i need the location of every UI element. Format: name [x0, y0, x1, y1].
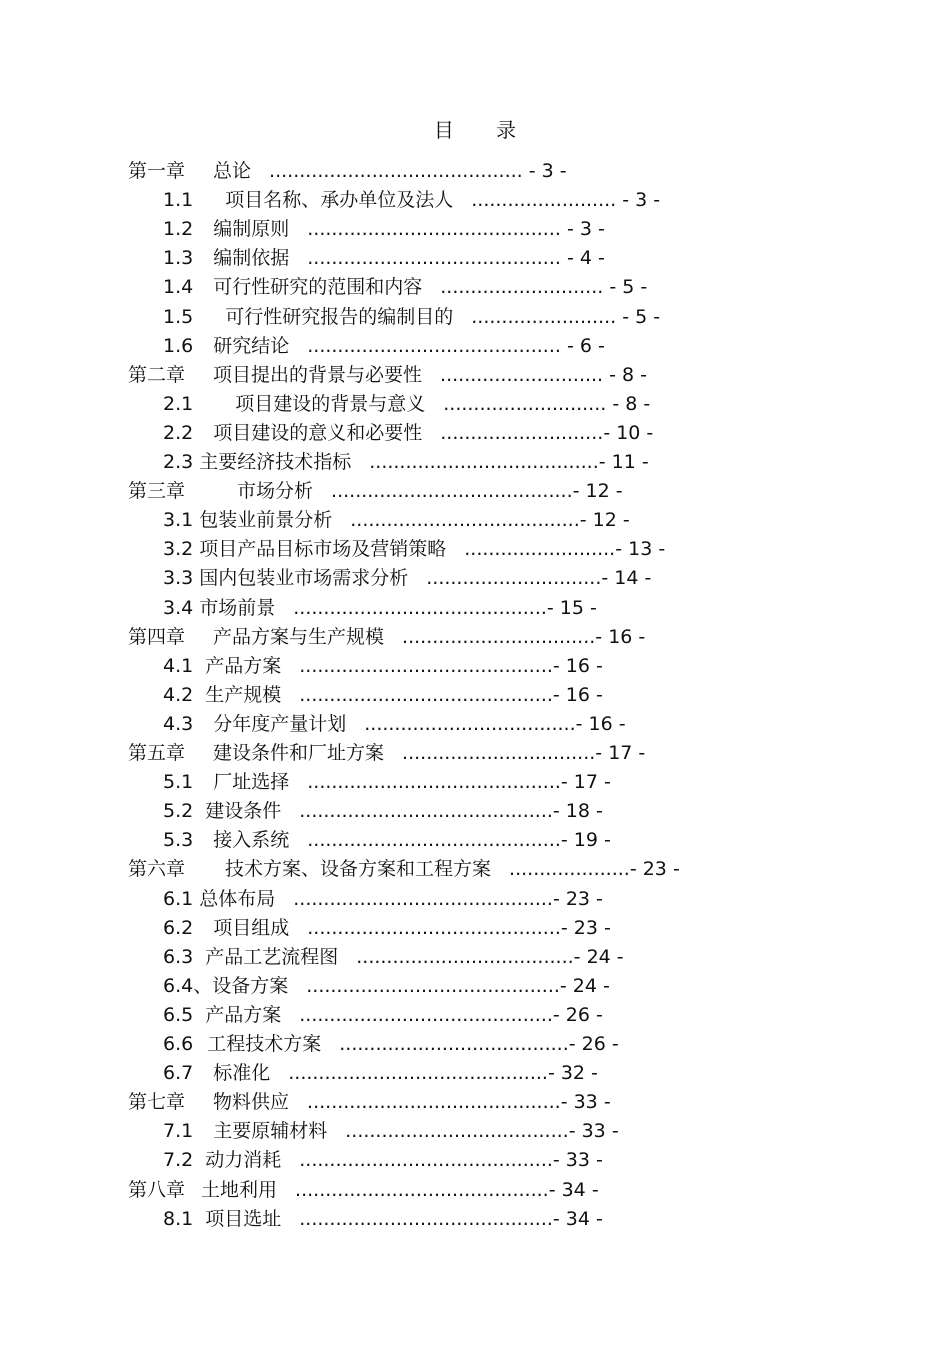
toc-entry-page: - 3 - [560, 218, 605, 241]
toc-entry-title: 产品方案与生产规模 [213, 625, 385, 648]
toc-entry-number: 1.5 [163, 305, 194, 328]
toc-entry-leader: ................................... [364, 712, 576, 735]
toc-entry-leader: ........................ [471, 305, 617, 328]
toc-entry-leader: ..................................... [345, 1120, 569, 1143]
toc-entry-page: - 5 - [616, 305, 661, 328]
toc-entry[interactable] [163, 710, 626, 739]
toc-entry-number: 5.2 [163, 800, 194, 823]
toc-entry[interactable] [163, 826, 611, 855]
toc-entry[interactable] [163, 448, 649, 477]
toc-entry[interactable] [128, 855, 680, 884]
toc-entry-page: - 17 - [595, 742, 646, 764]
toc-entry-page: - 16 - [552, 683, 603, 706]
toc-entry-page: - 18 - [552, 800, 603, 823]
toc-entry[interactable] [163, 885, 603, 914]
toc-entry[interactable] [163, 215, 605, 244]
toc-entry-page: - 17 - [560, 771, 611, 794]
toc-entry-page: - 19 - [560, 829, 611, 852]
toc-entry-page: - 32 - [547, 1062, 598, 1085]
toc-entry[interactable] [163, 1059, 598, 1088]
toc-entry[interactable] [163, 594, 597, 623]
toc-entry-number: 第七章 [128, 1091, 186, 1114]
toc-entry-number: 第八章 [128, 1178, 186, 1201]
toc-entry-number: 3.3 [163, 567, 194, 590]
toc-entry-number: 4.1 [163, 654, 194, 677]
toc-entry-number: 6.6 [163, 1033, 194, 1055]
toc-entry-page: - 8 - [606, 392, 651, 415]
toc-entry-page: - 23 - [560, 916, 611, 939]
toc-entry-number: 1.4 [163, 276, 194, 299]
toc-entry-number: 6.1 [163, 887, 194, 910]
toc-entry-number: 6.2 [163, 916, 194, 939]
toc-entry-number: 4.3 [163, 712, 194, 735]
toc-entry-title: 编制原则 [213, 218, 290, 241]
toc-entry[interactable] [163, 419, 653, 448]
toc-entry-number: 7.2 [163, 1149, 194, 1172]
toc-entry-page: - 16 - [575, 712, 626, 735]
toc-entry-number: 2.1 [163, 392, 194, 415]
toc-entry-leader: .......................................... [307, 916, 561, 939]
toc-entry-number: 5.3 [163, 829, 194, 852]
toc-entry-number: 3.2 [163, 538, 194, 561]
toc-entry-number: 2.2 [163, 421, 194, 444]
toc-entry-title: 项目选址 [205, 1207, 282, 1230]
toc-entry-number: 1.1 [163, 189, 194, 212]
toc-entry-number: 6.7 [163, 1062, 194, 1085]
toc-entry-number: 1.3 [163, 247, 194, 270]
toc-entry-leader: .......................................... [307, 829, 561, 852]
toc-entry-page: - 16 - [595, 625, 646, 648]
toc-entry[interactable] [163, 914, 611, 943]
toc-entry-number: 2.3 [163, 451, 194, 473]
toc-entry-page: - 26 - [552, 1003, 603, 1026]
toc-entry[interactable] [128, 1176, 599, 1205]
toc-entry-title: 市场前景 [199, 596, 276, 619]
toc-entry[interactable] [128, 477, 623, 506]
toc-entry-leader: ...................................... [350, 509, 580, 532]
toc-entry-title: 分年度产量计划 [213, 712, 347, 735]
toc-entry-page: - 12 - [579, 509, 630, 532]
toc-entry-number: 3.4 [163, 596, 194, 619]
toc-entry-title: 可行性研究报告的编制目的 [225, 305, 454, 328]
toc-entry-number: 4.2 [163, 683, 194, 706]
toc-entry-page: - 33 - [560, 1091, 611, 1114]
toc-entry-page: - 33 - [568, 1120, 619, 1143]
toc-entry-title: 动力消耗 [205, 1149, 282, 1172]
toc-entry-leader: .......................................... [293, 596, 547, 619]
toc-entry-title: 工程技术方案 [207, 1033, 322, 1055]
toc-entry-title: 厂址选择 [213, 771, 290, 794]
toc-entry-title: 可行性研究的范围和内容 [213, 276, 423, 299]
toc-entry[interactable] [163, 1205, 603, 1234]
toc-entry-page: - 3 - [616, 189, 661, 212]
toc-entry[interactable] [163, 681, 603, 710]
toc-entry-page: - 34 - [548, 1178, 599, 1201]
toc-entry-title: 总论 [213, 160, 252, 182]
toc-entry-title: 总体布局 [199, 887, 276, 910]
toc-entry-title: 生产规模 [205, 683, 282, 706]
toc-entry-title: 项目建设的背景与意义 [235, 392, 426, 415]
toc-entry-leader: .......................................... [269, 160, 523, 182]
toc-entry-leader: .......................................... [299, 1207, 553, 1230]
toc-entry-title: 设备方案 [212, 974, 289, 997]
toc-entry-leader: .......................................... [307, 1091, 561, 1114]
toc-entry[interactable] [128, 157, 567, 186]
toc-entry[interactable] [163, 564, 651, 593]
toc-entry-leader: .......................................... [295, 1178, 549, 1201]
toc-entry-title: 接入系统 [213, 829, 290, 852]
toc-entry-title: 产品方案 [205, 1003, 282, 1026]
toc-entry-title: 项目组成 [213, 916, 290, 939]
toc-entry[interactable] [163, 652, 603, 681]
toc-entry-leader: .......................................... [307, 218, 561, 241]
toc-entry-leader: ................................ [402, 625, 596, 648]
toc-entry-title: 主要经济技术指标 [199, 451, 352, 473]
toc-entry-leader: .......................................... [299, 1149, 553, 1172]
toc-entry-leader: .......................................... [299, 654, 553, 677]
toc-entry-page: - 24 - [573, 945, 624, 968]
toc-entry[interactable] [163, 1030, 619, 1059]
toc-entry-number: 6.5 [163, 1003, 194, 1026]
toc-entry-leader: ........................... [440, 276, 604, 299]
toc-entry-page: - 24 - [559, 974, 610, 997]
toc-entry-page: - 6 - [560, 334, 605, 357]
toc-entry[interactable] [163, 535, 665, 564]
toc-entry-leader: ........................................... [293, 887, 553, 910]
toc-entry-leader: ................................ [402, 742, 596, 764]
toc-entry-leader: .......................................... [299, 1003, 553, 1026]
toc-entry[interactable] [163, 186, 660, 215]
toc-entry-page: - 26 - [568, 1033, 619, 1055]
toc-entry[interactable] [128, 1088, 611, 1117]
toc-entry-number: 第三章 [128, 480, 186, 503]
toc-entry-title: 编制依据 [213, 247, 290, 270]
toc-entry-leader: .......................................... [307, 334, 561, 357]
toc-entry-title: 技术方案、设备方案和工程方案 [225, 858, 492, 881]
toc-entry[interactable] [163, 390, 650, 419]
toc-entry[interactable] [163, 1117, 619, 1146]
toc-entry-leader: ........................... [443, 392, 607, 415]
toc-entry[interactable] [163, 972, 610, 1001]
toc-entry-title: 市场分析 [237, 480, 314, 503]
toc-entry-leader: .......................................... [299, 683, 553, 706]
toc-entry-page: - 8 - [603, 363, 648, 386]
toc-entry-page: - 33 - [552, 1149, 603, 1172]
toc-entry-page: - 16 - [552, 654, 603, 677]
toc-entry-page: - 3 - [522, 160, 567, 182]
toc-entry[interactable] [163, 332, 605, 361]
toc-entry[interactable] [163, 244, 605, 273]
toc-entry-title: 产品方案 [205, 654, 282, 677]
toc-entry-leader: .......................................... [299, 800, 553, 823]
toc-entry-title: 项目提出的背景与必要性 [213, 363, 423, 386]
toc-entry-page: - 23 - [629, 858, 680, 881]
toc-entry-title: 建设条件 [205, 800, 282, 823]
toc-entry-leader: ........................................... [288, 1062, 548, 1085]
toc-entry-number: 第二章 [128, 363, 186, 386]
toc-entry-page: - 14 - [601, 567, 652, 590]
toc-entry[interactable] [128, 361, 647, 390]
toc-entry-leader: ...................................... [369, 451, 599, 473]
toc-entry-number: 第一章 [128, 160, 186, 182]
toc-entry-title: 国内包装业市场需求分析 [199, 567, 409, 590]
toc-entry-number: 1.6 [163, 334, 194, 357]
toc-entry-number: 1.2 [163, 218, 194, 241]
toc-entry-title: 项目产品目标市场及营销策略 [199, 538, 447, 561]
toc-entry-title: 产品工艺流程图 [205, 945, 339, 968]
toc-entry-leader: ........................................ [331, 480, 573, 503]
toc-entry-leader: ........................ [471, 189, 617, 212]
toc-entry-title: 包装业前景分析 [199, 509, 333, 532]
toc-entry[interactable] [128, 739, 645, 768]
toc-entry-number: 3.1 [163, 509, 194, 532]
toc-entry-number: 6.3 [163, 945, 194, 968]
toc-entry-number: 6.4、 [163, 974, 213, 997]
toc-entry-title: 主要原辅材料 [213, 1120, 328, 1143]
toc-entry-page: - 13 - [615, 538, 666, 561]
toc-entry[interactable] [163, 303, 660, 332]
toc-entry-number: 第四章 [128, 625, 186, 648]
toc-entry-leader: ........................... [440, 421, 604, 444]
toc-entry[interactable] [163, 797, 603, 826]
toc-entry[interactable] [163, 768, 611, 797]
toc-entry-page: - 4 - [560, 247, 605, 270]
toc-entry-title: 土地利用 [201, 1178, 278, 1201]
toc-entry-number: 5.1 [163, 771, 194, 794]
toc-entry-leader: ......................... [464, 538, 616, 561]
toc-entry[interactable] [163, 1001, 603, 1030]
toc-entry-leader: .................................... [356, 945, 574, 968]
toc-entry-leader: ........................... [440, 363, 604, 386]
toc-entry-title: 标准化 [213, 1062, 271, 1085]
toc-entry-title: 研究结论 [213, 334, 290, 357]
toc-entry[interactable] [163, 273, 647, 302]
toc-entry-leader: ............................. [426, 567, 602, 590]
toc-entry-page: - 5 - [603, 276, 648, 299]
toc-entry[interactable] [128, 623, 645, 652]
toc-entry[interactable] [163, 943, 624, 972]
toc-entry-number: 7.1 [163, 1120, 194, 1143]
toc-entry-title: 项目名称、承办单位及法人 [225, 189, 454, 212]
toc-entry-page: - 10 - [603, 421, 654, 444]
toc-entry-leader: .......................................... [306, 974, 560, 997]
toc-entry-number: 第五章 [128, 742, 186, 764]
toc-entry[interactable] [163, 1146, 603, 1175]
toc-entry-number: 8.1 [163, 1207, 194, 1230]
toc-entry-page: - 34 - [552, 1207, 603, 1230]
toc-entry-title: 物料供应 [213, 1091, 290, 1114]
toc-entry-number: 第六章 [128, 858, 186, 881]
toc-entry-title: 建设条件和厂址方案 [213, 742, 385, 764]
toc-entry-page: - 12 - [572, 480, 623, 503]
toc-entry-leader: .......................................... [307, 247, 561, 270]
toc-entry[interactable] [163, 506, 630, 535]
toc-entry-page: - 15 - [546, 596, 597, 619]
toc-entry-leader: ...................................... [339, 1033, 569, 1055]
toc-title: 目 录 [433, 118, 535, 142]
toc-entry-title: 项目建设的意义和必要性 [213, 421, 423, 444]
toc-entry-leader: .................... [509, 858, 630, 881]
toc-entry-page: - 11 - [598, 451, 649, 473]
toc-entry-page: - 23 - [552, 887, 603, 910]
toc-entry-leader: .......................................... [307, 771, 561, 794]
